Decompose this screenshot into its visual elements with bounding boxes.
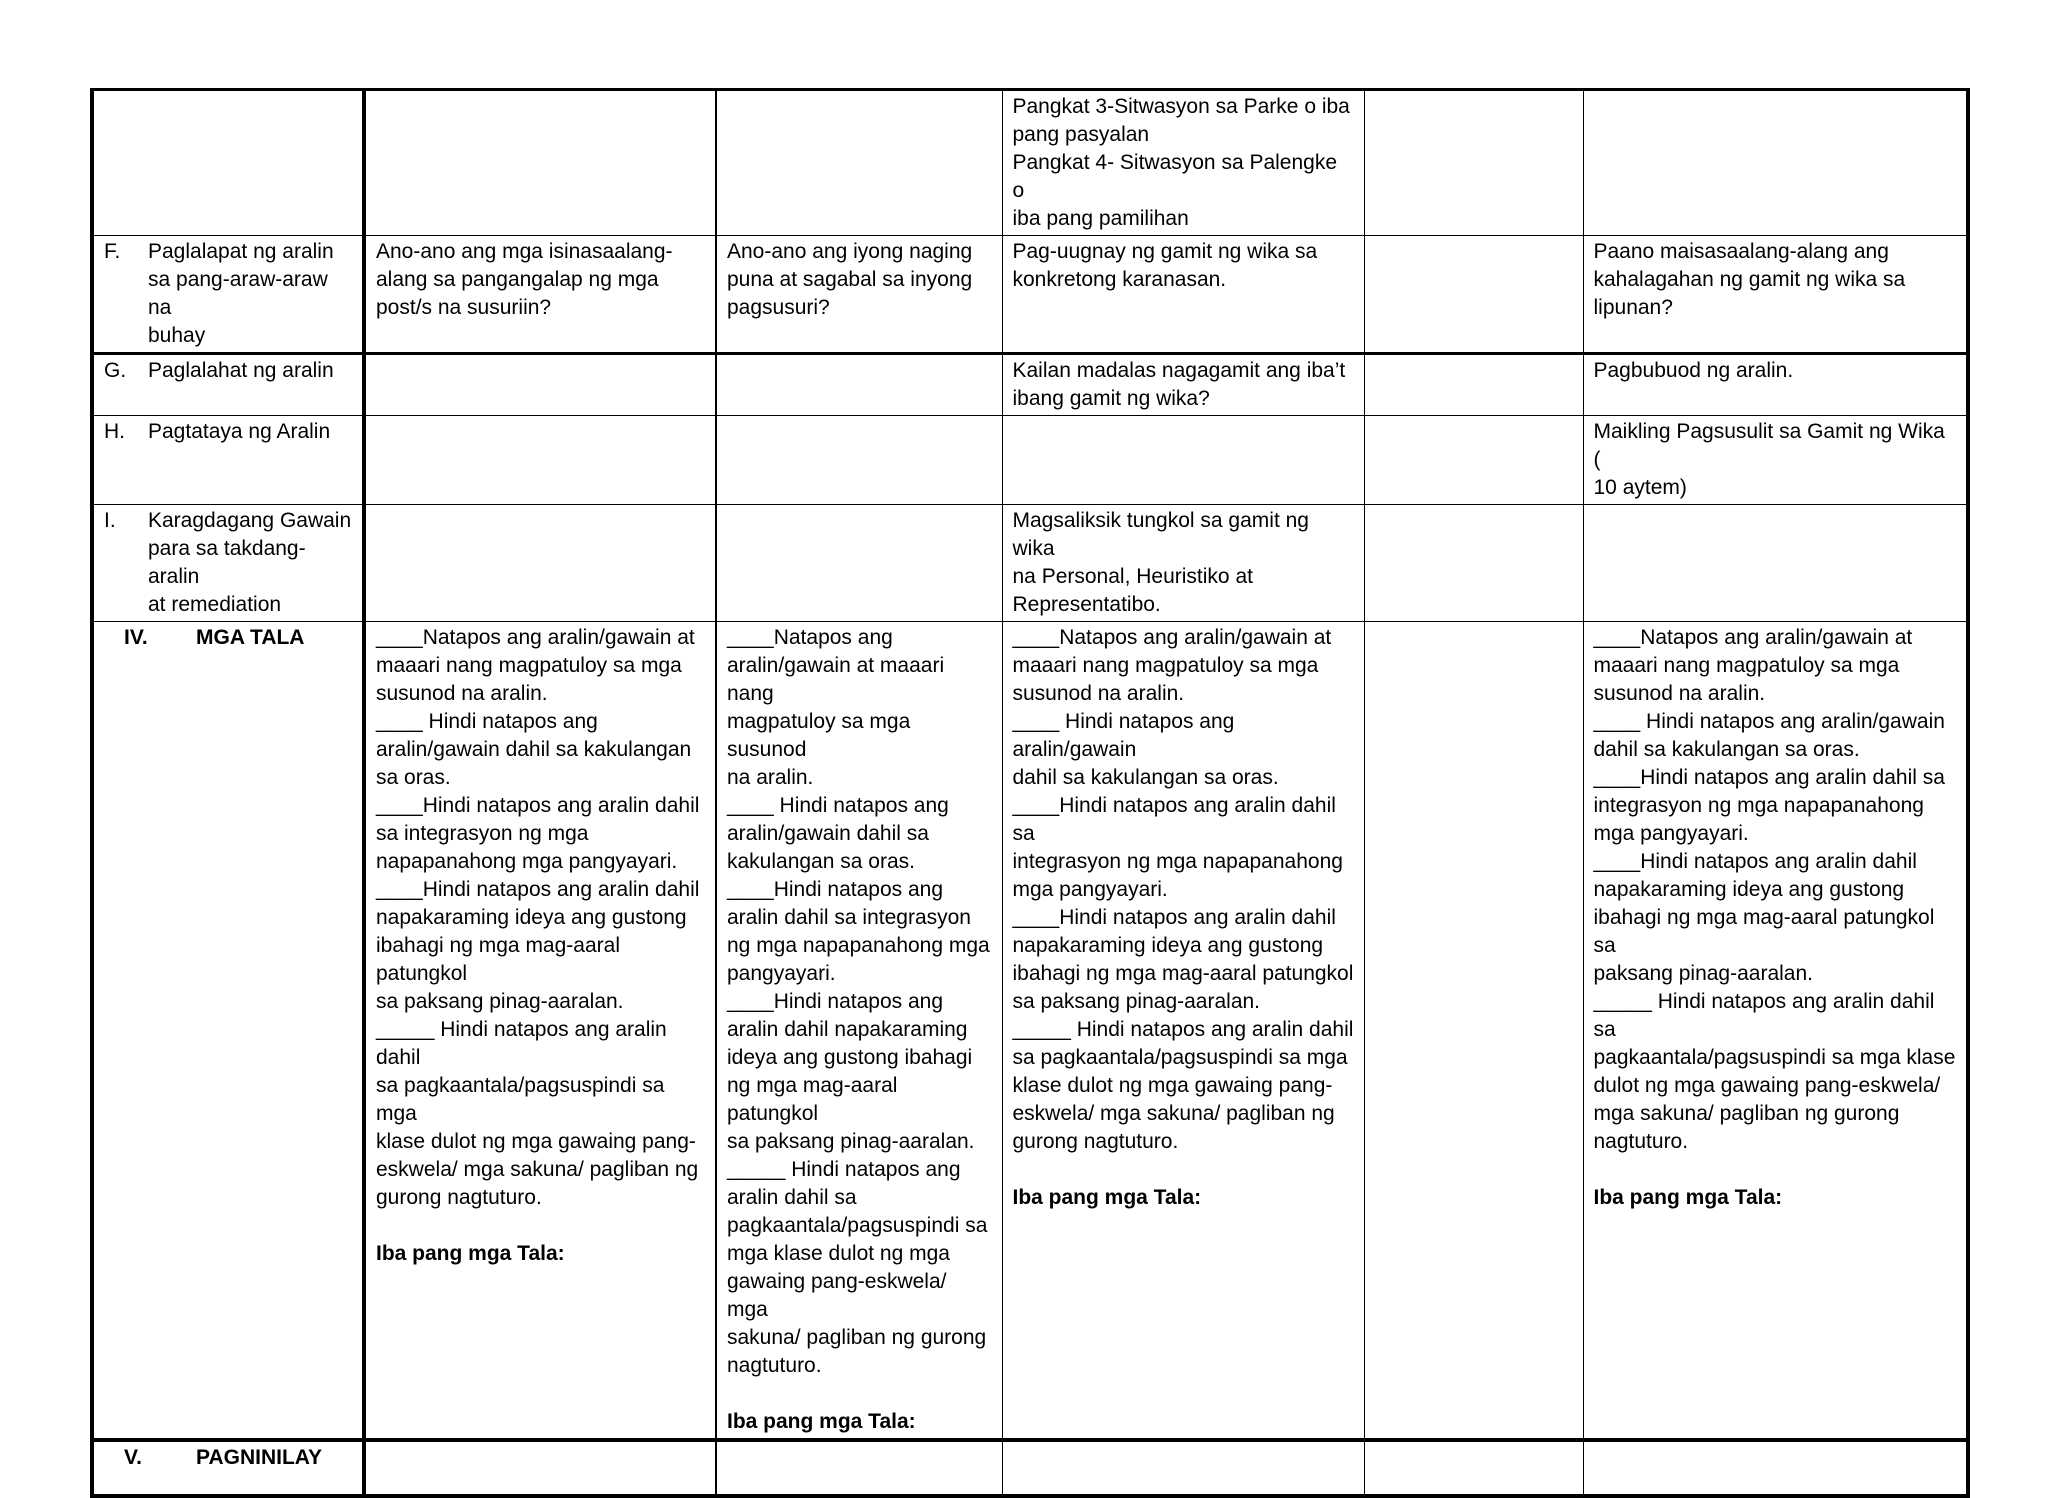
table-row-pagninilay [92, 1440, 1968, 1496]
day5-generalization: Pagbubuod ng aralin. [1593, 359, 1794, 382]
day1-notes: ____Natapos ang aralin/gawain at maaari nang magpatuloy sa mga susunod na aralin. ____ Hindi natapos ang aralin/gawain dahil sa kakulangan sa oras. ____Hindi natapos ang aralin dahil sa integrasyon ng mga napapanahong mga pangyayari. ____Hindi natapos ang aralin dahil napakaraming ideya ang gustong ibahagi ng mga mag-aaral patungkol sa paksang pinag-aaralan. _____ Hindi natapos ang aralin dahil sa pagkaantala/pagsuspindi sa mga klase dulot ng mga gawaing pang- eskwela/ mga sakuna/ pagliban ng gurong nagtuturo. [376, 626, 700, 1209]
section-number: IV. [124, 626, 148, 649]
day2-cell [716, 236, 1002, 354]
other-notes-heading: Iba pang mga Tala: [727, 1410, 916, 1433]
day3-cell [1002, 416, 1364, 505]
day1-cell [364, 354, 716, 416]
row-label: Pagtataya ng Aralin [148, 420, 331, 443]
day5-application: Paano maisasaalang-alang ang kahalagahan ng gamit ng wika sa lipunan? [1593, 240, 1906, 319]
day5-cell [1583, 505, 1968, 622]
table-row-f [92, 236, 1968, 354]
day4-cell [1364, 354, 1583, 416]
day3-group-situations: Pangkat 3-Sitwasyon sa Parke o iba pang pasyalan Pangkat 4- Sitwasyon sa Palengke o iba pang pamilihan [1012, 95, 1350, 230]
day2-cell [716, 416, 1002, 505]
day4-cell [1364, 1440, 1583, 1496]
day2-cell [716, 354, 1002, 416]
section-title: MGA TALA [196, 626, 305, 649]
day2-cell [716, 622, 1002, 1441]
day3-cell [1002, 505, 1364, 622]
section-title: PAGNINILAY [196, 1446, 323, 1469]
day2-cell [716, 505, 1002, 622]
day5-cell [1583, 354, 1968, 416]
row-label: Paglalahat ng aralin [148, 359, 334, 382]
day1-cell [364, 622, 716, 1441]
day3-generalization: Kailan madalas nagagamit ang iba’t ibang gamit ng wika? [1012, 359, 1346, 410]
table-row-h [92, 416, 1968, 505]
row-label-cell [92, 90, 364, 236]
day4-cell [1364, 90, 1583, 236]
section-number: V. [124, 1446, 142, 1469]
row-label-cell [92, 354, 364, 416]
day4-cell [1364, 236, 1583, 354]
day3-cell [1002, 622, 1364, 1441]
day3-cell [1002, 1440, 1364, 1496]
row-label-cell [92, 236, 364, 354]
lesson-plan-table [90, 88, 1970, 1498]
row-letter: F. [104, 240, 121, 263]
day1-cell [364, 236, 716, 354]
table-row-continuation [92, 90, 1968, 236]
day3-application: Pag-uugnay ng gamit ng wika sa konkretong karanasan. [1012, 240, 1318, 291]
day5-cell [1583, 622, 1968, 1441]
day2-cell [716, 90, 1002, 236]
other-notes-heading: Iba pang mga Tala: [1012, 1186, 1202, 1209]
row-label-cell [92, 505, 364, 622]
day1-cell [364, 1440, 716, 1496]
day5-cell [1583, 236, 1968, 354]
other-notes-heading: Iba pang mga Tala: [1593, 1186, 1783, 1209]
table-row-g [92, 354, 1968, 416]
day3-cell [1002, 354, 1364, 416]
day1-cell [364, 416, 716, 505]
row-label: Paglalapat ng aralin sa pang-araw-araw na buhay [148, 240, 334, 347]
row-label: Karagdagang Gawain para sa takdang-aralin at remediation [148, 509, 352, 616]
row-letter: H. [104, 420, 125, 443]
day5-evaluation: Maikling Pagsusulit sa Gamit ng Wika ( 10 aytem) [1593, 420, 1945, 499]
day5-cell [1583, 90, 1968, 236]
row-label-cell [92, 622, 364, 1441]
row-label-cell [92, 416, 364, 505]
day5-cell [1583, 416, 1968, 505]
day1-application: Ano-ano ang mga isinasaalang- alang sa pangangalap ng mga post/s na susuriin? [376, 240, 673, 319]
day5-notes: ____Natapos ang aralin/gawain at maaari nang magpatuloy sa mga susunod na aralin. ____ Hindi natapos ang aralin/gawain dahil sa kakulangan sa oras. ____Hindi natapos ang aralin dahil sa integrasyon ng mga napapanahong mga pangyayari. ____Hindi natapos ang aralin dahil napakaraming ideya ang gustong ibahagi ng mga mag-aaral patungkol sa paksang pinag-aaralan. _____ Hindi natapos ang aralin dahil sa pagkaantala/pagsuspindi sa mga klase dulot ng mga gawaing pang-eskwela/ mga sakuna/ pagliban ng gurong nagtuturo. [1593, 626, 1956, 1153]
other-notes-heading: Iba pang mga Tala: [376, 1242, 565, 1265]
day1-cell [364, 505, 716, 622]
day1-cell [364, 90, 716, 236]
day2-application: Ano-ano ang iyong naging puna at sagabal sa inyong pagsusuri? [727, 240, 973, 319]
day2-cell [716, 1440, 1002, 1496]
day5-cell [1583, 1440, 1968, 1496]
day3-notes: ____Natapos ang aralin/gawain at maaari nang magpatuloy sa mga susunod na aralin. ____ Hindi natapos ang aralin/gawain dahil sa kakulangan sa oras. ____Hindi natapos ang aralin dahil sa integrasyon ng mga napapanahong mga pangyayari. ____Hindi natapos ang aralin dahil napakaraming ideya ang gustong ibahagi ng mga mag-aaral patungkol sa paksang pinag-aaralan. _____ Hindi natapos ang aralin dahil sa pagkaantala/pagsuspindi sa mga klase dulot ng mga gawaing pang- eskwela/ mga sakuna/ pagliban ng gurong nagtuturo. [1012, 626, 1354, 1153]
day3-cell [1002, 236, 1364, 354]
day3-cell [1002, 90, 1364, 236]
table-row-mga-tala [92, 622, 1968, 1441]
row-label-cell [92, 1440, 364, 1496]
day4-cell [1364, 505, 1583, 622]
row-letter: I. [104, 509, 116, 532]
day2-notes: ____Natapos ang aralin/gawain at maaari nang magpatuloy sa mga susunod na aralin. ____ Hindi natapos ang aralin/gawain dahil sa kakulangan sa oras. ____Hindi natapos ang aralin dahil sa integrasyon ng mga napapanahong mga pangyayari. ____Hindi natapos ang aralin dahil napakaraming ideya ang gustong ibahagi ng mga mag-aaral patungkol sa paksang pinag-aaralan. _____ Hindi natapos ang aralin dahil sa pagkaantala/pagsuspindi sa mga klase dulot ng mga gawaing pang-eskwela/ mga sakuna/ pagliban ng gurong nagtuturo. [727, 626, 990, 1377]
day3-assignment: Magsaliksik tungkol sa gamit ng wika na Personal, Heuristiko at Representatibo. [1012, 509, 1309, 616]
day4-cell [1364, 622, 1583, 1441]
row-letter: G. [104, 359, 127, 382]
day4-cell [1364, 416, 1583, 505]
table-row-i [92, 505, 1968, 622]
